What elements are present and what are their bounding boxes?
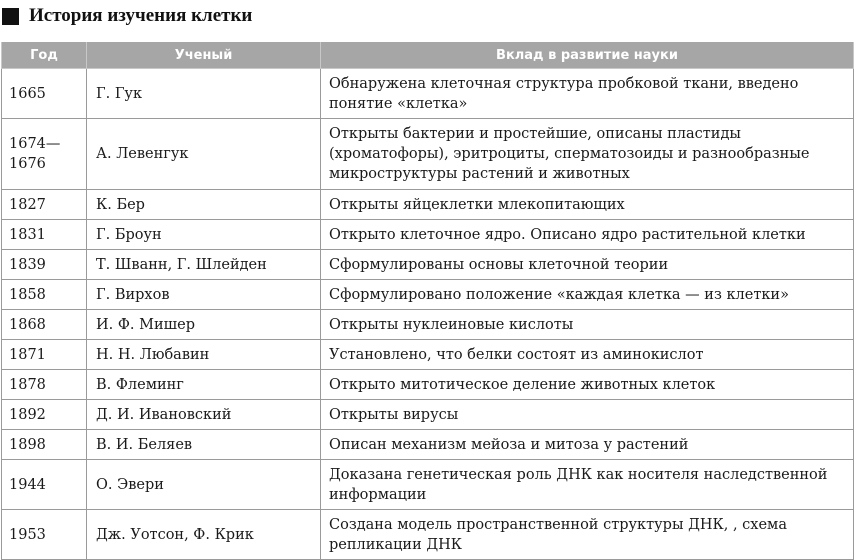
table-row (2, 340, 854, 370)
year-cell: 1892 (2, 400, 87, 430)
scientist-cell: Г. Броун (87, 220, 321, 250)
year-cell: 1827 (2, 190, 87, 220)
table-row (2, 220, 854, 250)
year-cell: 1878 (2, 370, 87, 400)
contribution-cell: Сформулированы основы клеточной теории (321, 250, 854, 280)
contribution-cell: Открыто митотическое деление животных клеток (321, 370, 854, 400)
contribution-cell: Открыты яйцеклетки млекопитающих (321, 190, 854, 220)
year-cell: 1953 (2, 510, 87, 560)
scientist-cell: В. Флеминг (87, 370, 321, 400)
year-cell: 1665 (2, 69, 87, 119)
scientist-cell: Н. Н. Любавин (87, 340, 321, 370)
column-header-scientist: Ученый (87, 42, 321, 69)
year-cell: 1839 (2, 250, 87, 280)
table-row (2, 460, 854, 510)
table-row (2, 69, 854, 119)
contribution-cell: Открыты бактерии и простейшие, описаны пластиды (хроматофоры), эритроциты, сперматозоиды и разнообразные микроструктуры растений и животных (321, 119, 854, 190)
column-header-contribution: Вклад в развитие науки (321, 42, 854, 69)
header-row (2, 42, 854, 69)
scientist-cell: А. Левенгук (87, 119, 321, 190)
scientist-cell: И. Ф. Мишер (87, 310, 321, 340)
year-cell: 1868 (2, 310, 87, 340)
table-row (2, 510, 854, 560)
year-range-text: 1674—1676 (9, 136, 61, 172)
year-cell: 1871 (2, 340, 87, 370)
scientist-cell: Д. И. Ивановский (87, 400, 321, 430)
contribution-cell: Сформулировано положение «каждая клетка — из клетки» (321, 280, 854, 310)
contribution-cell: Доказана генетическая роль ДНК как носителя наследственной информации (321, 460, 854, 510)
table-row (2, 430, 854, 460)
table-row (2, 370, 854, 400)
scientist-cell: Г. Вирхов (87, 280, 321, 310)
contribution-cell: Обнаружена клеточная структура пробковой ткани, введено понятие «клетка» (321, 69, 854, 119)
year-cell: 1831 (2, 220, 87, 250)
table-row (2, 119, 854, 190)
year-cell: 1858 (2, 280, 87, 310)
contribution-cell: Установлено, что белки состоят из аминокислот (321, 340, 854, 370)
scientist-cell: К. Бер (87, 190, 321, 220)
contribution-cell: Создана модель пространственной структуры ДНК, , схема репликации ДНК (321, 510, 854, 560)
table-row (2, 400, 854, 430)
column-header-year: Год (2, 42, 87, 69)
contribution-cell: Открыты вирусы (321, 400, 854, 430)
scientist-cell: В. И. Беляев (87, 430, 321, 460)
table-row (2, 250, 854, 280)
contribution-cell: Открыто клеточное ядро. Описано ядро растительной клетки (321, 220, 854, 250)
contribution-cell: Описан механизм мейоза и митоза у растений (321, 430, 854, 460)
table-row (2, 280, 854, 310)
scientist-cell: О. Эвери (87, 460, 321, 510)
table-row (2, 190, 854, 220)
table-row (2, 310, 854, 340)
scientist-cell: Т. Шванн, Г. Шлейден (87, 250, 321, 280)
section-title (2, 4, 252, 28)
year-cell: 1944 (2, 460, 87, 510)
scientist-cell: Г. Гук (87, 69, 321, 119)
title-text: История изучения клетки (29, 5, 253, 26)
contribution-cell: Открыты нуклеиновые кислоты (321, 310, 854, 340)
title-square-bullet (2, 8, 19, 25)
year-cell: 1898 (2, 430, 87, 460)
history-table (1, 42, 854, 560)
scientist-cell: Дж. Уотсон, Ф. Крик (87, 510, 321, 560)
year-cell (2, 119, 87, 190)
